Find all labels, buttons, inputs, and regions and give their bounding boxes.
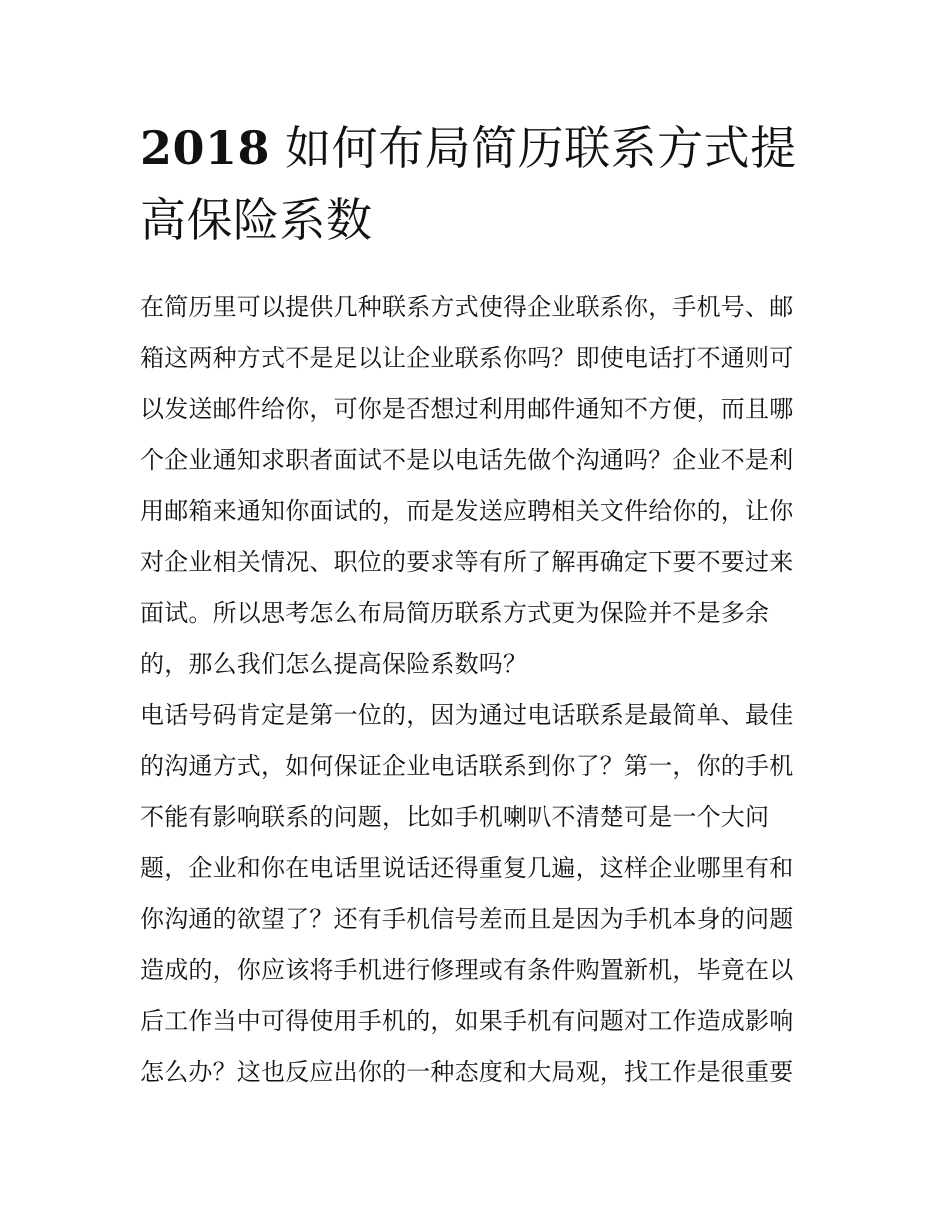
paragraph-line: 在简历里可以提供几种联系方式使得企业联系你，手机号、邮	[140, 293, 794, 321]
paragraph-line: 面试。所以思考怎么布局简历联系方式更为保险并不是多余	[140, 599, 770, 627]
paragraph-line: 不能有影响联系的问题，比如手机喇叭不清楚可是一个大问	[140, 803, 770, 831]
paragraph-line: 用邮箱来通知你面试的，而是发送应聘相关文件给你的，让你	[140, 497, 794, 525]
paragraph-line: 电话号码肯定是第一位的，因为通过电话联系是最简单、最佳	[140, 701, 794, 729]
paragraph-line: 个企业通知求职者面试不是以电话先做个沟通吗？企业不是利	[140, 446, 794, 474]
paragraph-line: 后工作当中可得使用手机的，如果手机有问题对工作造成影响	[140, 1007, 794, 1035]
paragraph-line: 怎么办？这也反应出你的一种态度和大局观，找工作是很重要	[140, 1058, 794, 1086]
paragraph-line: 对企业相关情况、职位的要求等有所了解再确定下要不要过来	[140, 548, 794, 576]
paragraph-2	[140, 690, 815, 1098]
title-year: 2018	[140, 121, 271, 175]
paragraph-1	[140, 282, 815, 690]
paragraph-line: 以发送邮件给你，可你是否想过利用邮件通知不方便，而且哪	[140, 395, 794, 423]
paragraph-line: 造成的，你应该将手机进行修理或有条件购置新机，毕竟在以	[140, 956, 794, 984]
document-content	[140, 112, 815, 1098]
paragraph-line: 题，企业和你在电话里说话还得重复几遍，这样企业哪里有和	[140, 854, 794, 882]
paragraph-line: 的沟通方式，如何保证企业电话联系到你了？第一，你的手机	[140, 752, 794, 780]
paragraph-line: 箱这两种方式不是足以让企业联系你吗？即使电话打不通则可	[140, 344, 794, 372]
paragraph-line: 的，那么我们怎么提高保险系数吗？	[140, 650, 528, 678]
title-text: 如何布局简历联系方式提高保险系数	[140, 121, 797, 247]
document-title	[140, 112, 815, 256]
paragraph-line: 你沟通的欲望了？还有手机信号差而且是因为手机本身的问题	[140, 905, 794, 933]
